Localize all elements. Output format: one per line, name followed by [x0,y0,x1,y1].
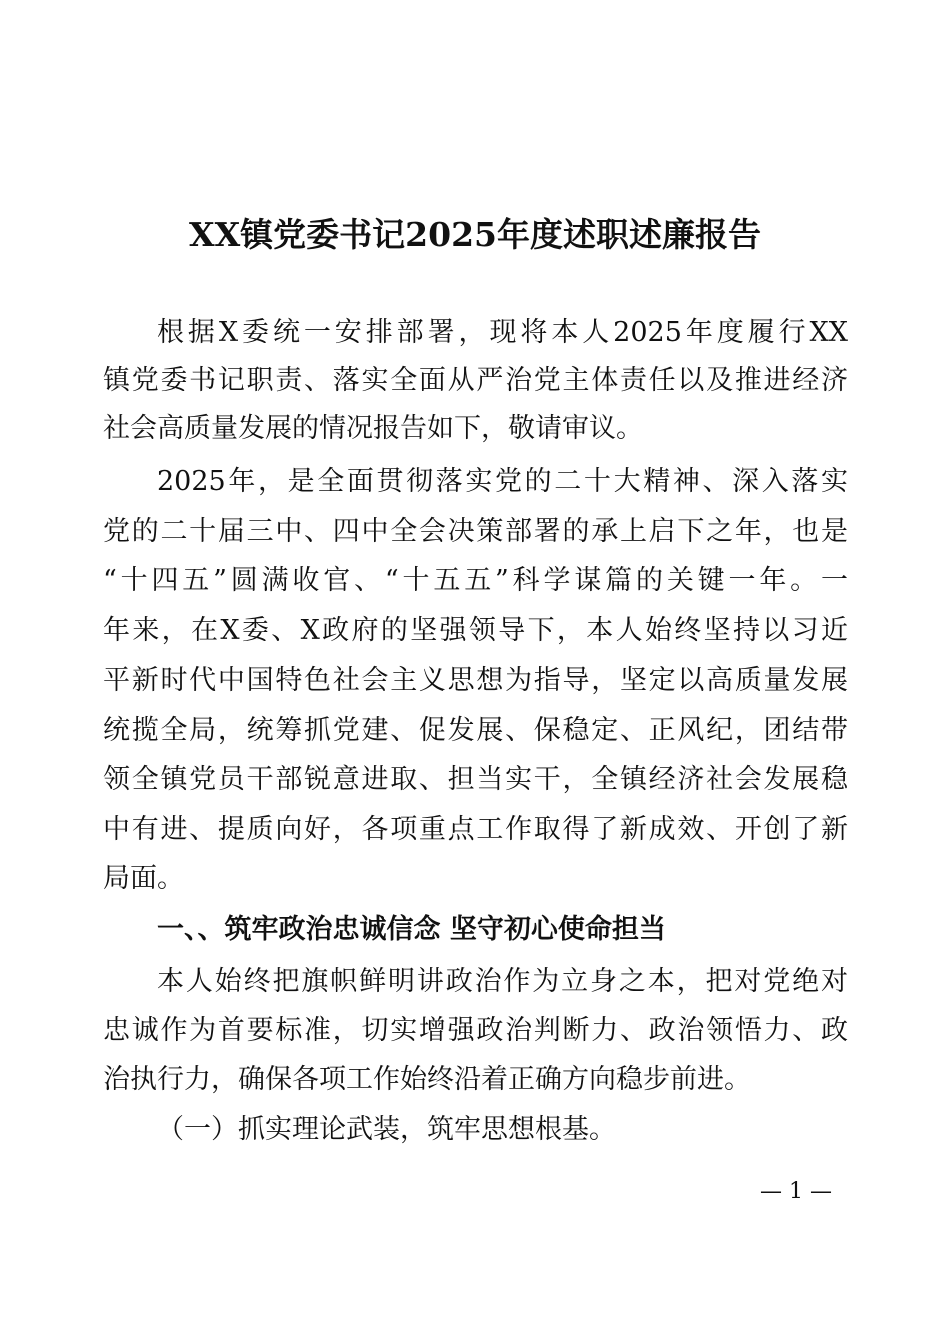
section-1-heading: 一、、筑牢政治忠诚信念 坚守初心使命担当 [157,914,666,945]
paragraph-2-line-1: 2025年，是全面贯彻落实党的二十大精神、深入落实 [157,466,848,497]
paragraph-2-line-6: 统揽全局，统筹抓党建、促发展、保稳定、正风纪，团结带 [103,715,848,746]
page-number: — 1 — [760,1179,832,1204]
section-1-paragraph-line-3: 治执行力，确保各项工作始终沿着正确方向稳步前进。 [103,1064,751,1095]
section-1-paragraph-line-2: 忠诚作为首要标准，切实增强政治判断力、政治领悟力、政 [103,1015,848,1046]
document-title: XX镇党委书记2025年度述职述廉报告 [188,215,762,254]
paragraph-2-line-2: 党的二十届三中、四中全会决策部署的承上启下之年，也是 [103,516,848,547]
section-1-subheading: （一）抓实理论武装，筑牢思想根基。 [157,1114,616,1145]
section-1-paragraph-line-1: 本人始终把旗帜鲜明讲政治作为立身之本，把对党绝对 [157,966,848,997]
paragraph-2-line-8: 中有进、提质向好，各项重点工作取得了新成效、开创了新 [103,814,848,845]
paragraph-2-line-9: 局面。 [103,863,184,894]
paragraph-1-line-1: 根据X委统一安排部署，现将本人2025年度履行XX [157,317,848,348]
paragraph-2-line-4: 年来，在X委、X政府的坚强领导下，本人始终坚持以习近 [103,615,848,646]
paragraph-1-line-2: 镇党委书记职责、落实全面从严治党主体责任以及推进经济 [103,365,848,396]
paragraph-2-line-7: 领全镇党员干部锐意进取、担当实干，全镇经济社会发展稳 [103,764,848,795]
paragraph-2-line-5: 平新时代中国特色社会主义思想为指导，坚定以高质量发展 [103,665,848,696]
paragraph-1-line-3: 社会高质量发展的情况报告如下，敬请审议。 [103,413,643,444]
paragraph-2-line-3: “十四五”圆满收官、“十五五”科学谋篇的关键一年。一 [103,565,848,596]
